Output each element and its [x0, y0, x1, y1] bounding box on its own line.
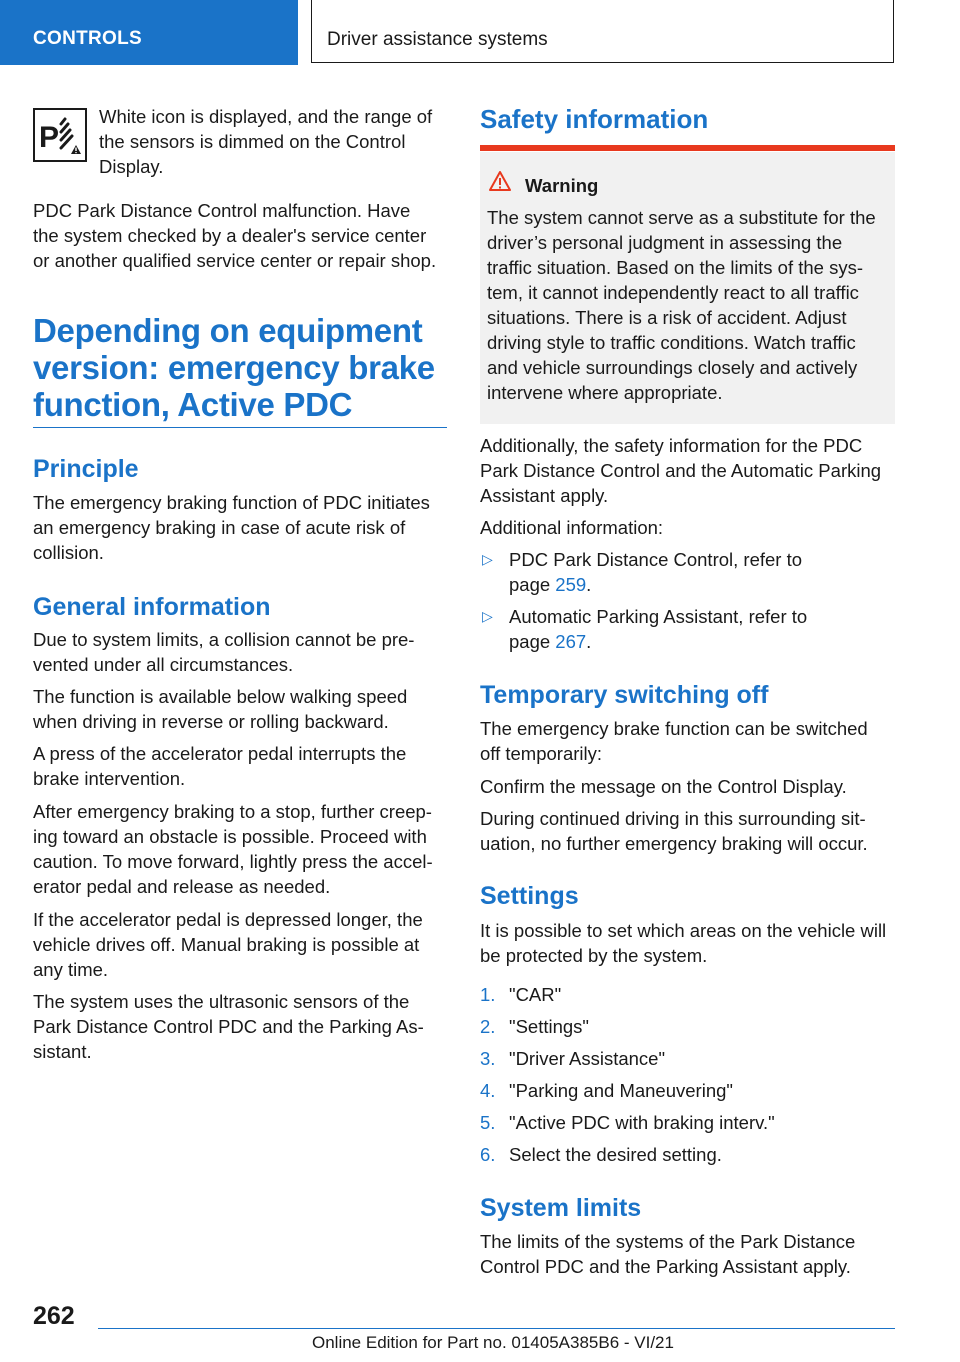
step-text: "Driver Assistance": [509, 1048, 666, 1069]
warning-line-8: intervene where appropriate.: [487, 382, 723, 403]
temp-1-line-2: off temporarily:: [480, 743, 603, 764]
page-link-267[interactable]: 267: [555, 631, 587, 652]
chapter-header: [311, 0, 894, 63]
warning-line-2: driver’s personal judgment in assessing the: [487, 232, 843, 253]
step-number: 1.: [480, 984, 496, 1005]
temp-3-line-2: uation, no further emergency braking will occur.: [480, 833, 868, 854]
system-limits-heading: System limits: [480, 1194, 642, 1222]
step-text: "CAR": [509, 984, 562, 1005]
footer-rule: [98, 1328, 895, 1329]
step-text: "Settings": [509, 1016, 589, 1037]
step-number: 5.: [480, 1112, 496, 1133]
temp-1-line-1: The emergency brake function can be switched: [480, 718, 868, 739]
additional-line-3: Assistant apply.: [480, 485, 609, 506]
main-heading-line-3: function, Active PDC: [33, 386, 353, 423]
general-5-line-3: any time.: [33, 959, 109, 980]
step-text: "Parking and Maneuvering": [509, 1080, 733, 1101]
icon-description-line-2: the sensors is dimmed on the Control: [99, 131, 406, 152]
page-number: 262: [33, 1302, 75, 1330]
step-number: 3.: [480, 1048, 496, 1069]
ref-1-line-2: [509, 572, 591, 597]
additional-info-label: Additional information:: [480, 517, 664, 538]
general-2-line-2: when driving in reverse or rolling backward.: [33, 711, 389, 732]
general-1-line-1: Due to system limits, a collision cannot be pre-: [33, 629, 415, 650]
pdc-sensor-icon: [33, 108, 87, 162]
temp-2: Confirm the message on the Control Display.: [480, 776, 847, 797]
section-label: CONTROLS: [33, 28, 143, 49]
chapter-title: Driver assistance systems: [327, 29, 548, 50]
section-tab: [0, 0, 298, 65]
general-information-heading: General information: [33, 593, 271, 621]
general-5-line-1: If the accelerator pedal is depressed longer, the: [33, 909, 423, 930]
ref-2-suffix: .: [586, 631, 592, 652]
main-heading-line-2: version: emergency brake: [33, 349, 435, 386]
general-3-line-1: A press of the accelerator pedal interrupts the: [33, 743, 407, 764]
settings-heading: Settings: [480, 882, 579, 910]
ref-1-suffix: .: [586, 574, 592, 595]
warning-line-6: driving style to traffic conditions. Watch traffic: [487, 332, 856, 353]
general-6-line-1: The system uses the ultrasonic sensors of the: [33, 991, 410, 1012]
warning-line-1: The system cannot serve as a substitute for the: [487, 207, 876, 228]
general-5-line-2: vehicle drives off. Manual braking is possible at: [33, 934, 420, 955]
malfunction-line-3: or another qualified service center or repair shop.: [33, 250, 437, 271]
temporary-switching-off-heading: Temporary switching off: [480, 681, 769, 709]
principle-line-2: an emergency braking in case of acute risk of: [33, 517, 406, 538]
ref-2-line-2: [509, 629, 591, 654]
general-6-line-2: Park Distance Control PDC and the Parking As-: [33, 1016, 424, 1037]
general-4-line-1: After emergency braking to a stop, further creep-: [33, 801, 432, 822]
warning-line-5: situations. There is a risk of accident. Adjust: [487, 307, 847, 328]
warning-accent-bar: [480, 145, 895, 151]
settings-intro-line-1: It is possible to set which areas on the vehicle will: [480, 920, 887, 941]
principle-heading: Principle: [33, 455, 139, 483]
heading-rule: [33, 427, 447, 428]
ref-1-line-1: PDC Park Distance Control, refer to: [509, 549, 803, 570]
main-heading-line-1: Depending on equipment: [33, 312, 423, 349]
ref-2-line-1: Automatic Parking Assistant, refer to: [509, 606, 808, 627]
principle-line-3: collision.: [33, 542, 104, 563]
principle-line-1: The emergency braking function of PDC initiates: [33, 492, 430, 513]
general-4-line-2: ing toward an obstacle is possible. Proceed with: [33, 826, 427, 847]
general-4-line-4: erator pedal and release as needed.: [33, 876, 331, 897]
limits-line-1: The limits of the systems of the Park Distance: [480, 1231, 856, 1252]
warning-line-7: and vehicle surroundings closely and actively: [487, 357, 858, 378]
warning-line-4: tem, it cannot independently react to all traffic: [487, 282, 859, 303]
limits-line-2: Control PDC and the Parking Assistant apply.: [480, 1256, 851, 1277]
general-3-line-2: brake intervention.: [33, 768, 186, 789]
warning-triangle-icon: [488, 170, 512, 197]
bullet-triangle-icon: ▷: [482, 608, 493, 624]
general-4-line-3: caution. To move forward, lightly press the accel-: [33, 851, 433, 872]
settings-intro-line-2: be protected by the system.: [480, 945, 708, 966]
malfunction-line-1: PDC Park Distance Control malfunction. Have: [33, 200, 411, 221]
malfunction-line-2: the system checked by a dealer's service center: [33, 225, 427, 246]
step-number: 2.: [480, 1016, 496, 1037]
page-link-259[interactable]: 259: [555, 574, 587, 595]
general-6-line-3: sistant.: [33, 1041, 92, 1062]
edition-note: Online Edition for Part no. 01405A385B6 - VI/21: [312, 1333, 674, 1352]
step-text: Select the desired setting.: [509, 1144, 722, 1165]
bullet-triangle-icon: ▷: [482, 551, 493, 567]
additional-line-1: Additionally, the safety information for the PDC: [480, 435, 863, 456]
svg-text:P: P: [39, 121, 60, 154]
step-text: "Active PDC with braking interv.": [509, 1112, 775, 1133]
icon-description-line-1: White icon is displayed, and the range of: [99, 106, 433, 127]
warning-label: Warning: [525, 175, 599, 196]
general-2-line-1: The function is available below walking speed: [33, 686, 408, 707]
temp-3-line-1: During continued driving in this surrounding sit-: [480, 808, 866, 829]
general-1-line-2: vented under all circumstances.: [33, 654, 294, 675]
icon-description-line-3: Display.: [99, 156, 164, 177]
step-number: 4.: [480, 1080, 496, 1101]
additional-line-2: Park Distance Control and the Automatic Parking: [480, 460, 882, 481]
warning-line-3: traffic situation. Based on the limits of the sys-: [487, 257, 863, 278]
safety-information-heading: Safety information: [480, 104, 709, 134]
ref-2-prefix: page: [509, 631, 556, 652]
step-number: 6.: [480, 1144, 496, 1165]
ref-1-prefix: page: [509, 574, 556, 595]
